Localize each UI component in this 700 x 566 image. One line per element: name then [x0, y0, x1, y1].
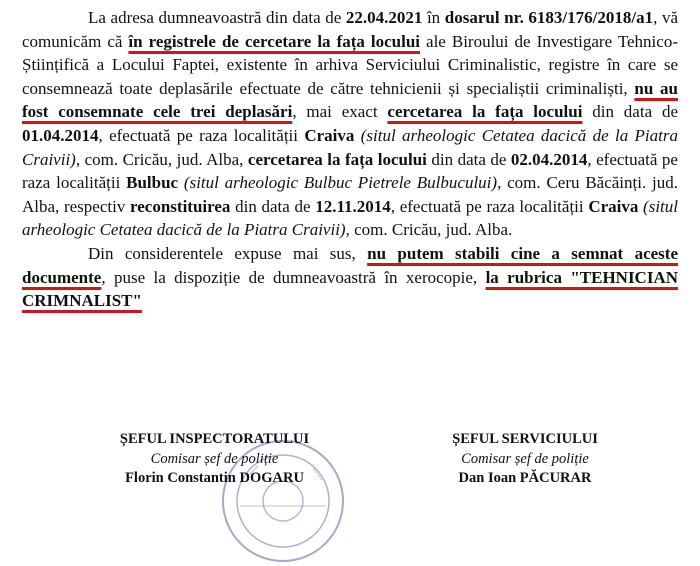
- text: , mai exact: [292, 102, 388, 122]
- text: , puse la dispoziție de dumneavoastră în xerocopie,: [101, 267, 486, 287]
- date-3: 12.11.2014: [315, 196, 391, 216]
- highlight-cannot-determine: nu putem stabili cine a semnat aceste documente: [22, 243, 678, 287]
- text: La adresa dumneavoastră din data de: [88, 8, 346, 27]
- locality-3: Craiva: [588, 196, 639, 216]
- text: Din considerentele expuse mai sus,: [88, 243, 368, 263]
- text: din data de: [230, 196, 316, 216]
- reconstruction: reconstituirea: [130, 196, 231, 216]
- text: , vă comunicăm că: [22, 8, 678, 51]
- text: , efectuată pe raza localității: [22, 149, 678, 193]
- site-2: (situl arheologic Bulbuc Pietrele Bulbucului): [183, 173, 498, 193]
- highlight-investigation: cercetarea la fața locului: [387, 102, 583, 122]
- text: ale Biroului de Investigare Tehnico-Științifică a Locului Faptei, existente în arhiva Serviciului Criminalistic, registre în care se consemnează toate deplasările efectuate de către tehnicienii și specialiștii criminaliști,: [22, 31, 678, 98]
- case-number: dosarul nr. 6183/176/2018/a1: [444, 8, 654, 27]
- signatory-rank: Comisar șef de poliție: [150, 450, 279, 467]
- highlight-registers: în registrele de cercetare la fața locului: [128, 31, 421, 51]
- highlight-not-recorded: nu au fost consemnate cele trei deplasări: [22, 78, 678, 122]
- date-1: 01.04.2014: [22, 125, 99, 145]
- site-3: (situl arheologic Cetatea dacică de la Piatra Craivii): [22, 196, 678, 240]
- text: din data de: [426, 149, 511, 169]
- text: , efectuată pe raza localității: [390, 196, 589, 216]
- text: din data de: [582, 102, 678, 122]
- text: , com. Cricău, jud. Alba.: [345, 220, 513, 240]
- text: , efectuată pe raza localității: [98, 125, 305, 145]
- date-2: 02.04.2014: [510, 149, 588, 169]
- text: , com. Ceru Băcăinți. jud. Alba, respectiv: [22, 173, 678, 216]
- signatory-name: Florin Constantin DOGARU: [125, 470, 304, 486]
- site-1: (situl arheologic Cetatea dacică de la Piatra Craivii): [22, 125, 678, 169]
- investigation-2: cercetarea la fața locului: [247, 149, 427, 169]
- locality-2: Bulbuc: [126, 173, 179, 193]
- text: , com. Cricău, jud. Alba,: [75, 149, 248, 169]
- signatory-name: Dan Ioan PĂCURAR: [458, 470, 592, 486]
- signatory-rank: Comisar șef de poliție: [461, 450, 589, 467]
- signatory-title: ȘEFUL INSPECTORATULUI: [119, 431, 310, 447]
- paragraph-2: [22, 242, 678, 313]
- signature-block-left: [82, 430, 347, 489]
- highlight-rubric: la rubrica "TEHNICIAN CRIMNALIST": [22, 267, 679, 311]
- text: în: [422, 8, 445, 27]
- letter-body: [22, 6, 678, 313]
- paragraph-1: [22, 6, 678, 242]
- signatory-title: ȘEFUL SERVICIULUI: [452, 431, 598, 447]
- date-request: 22.04.2021: [345, 8, 423, 27]
- locality-1: Craiva: [304, 125, 355, 145]
- signature-block-right: [412, 430, 638, 489]
